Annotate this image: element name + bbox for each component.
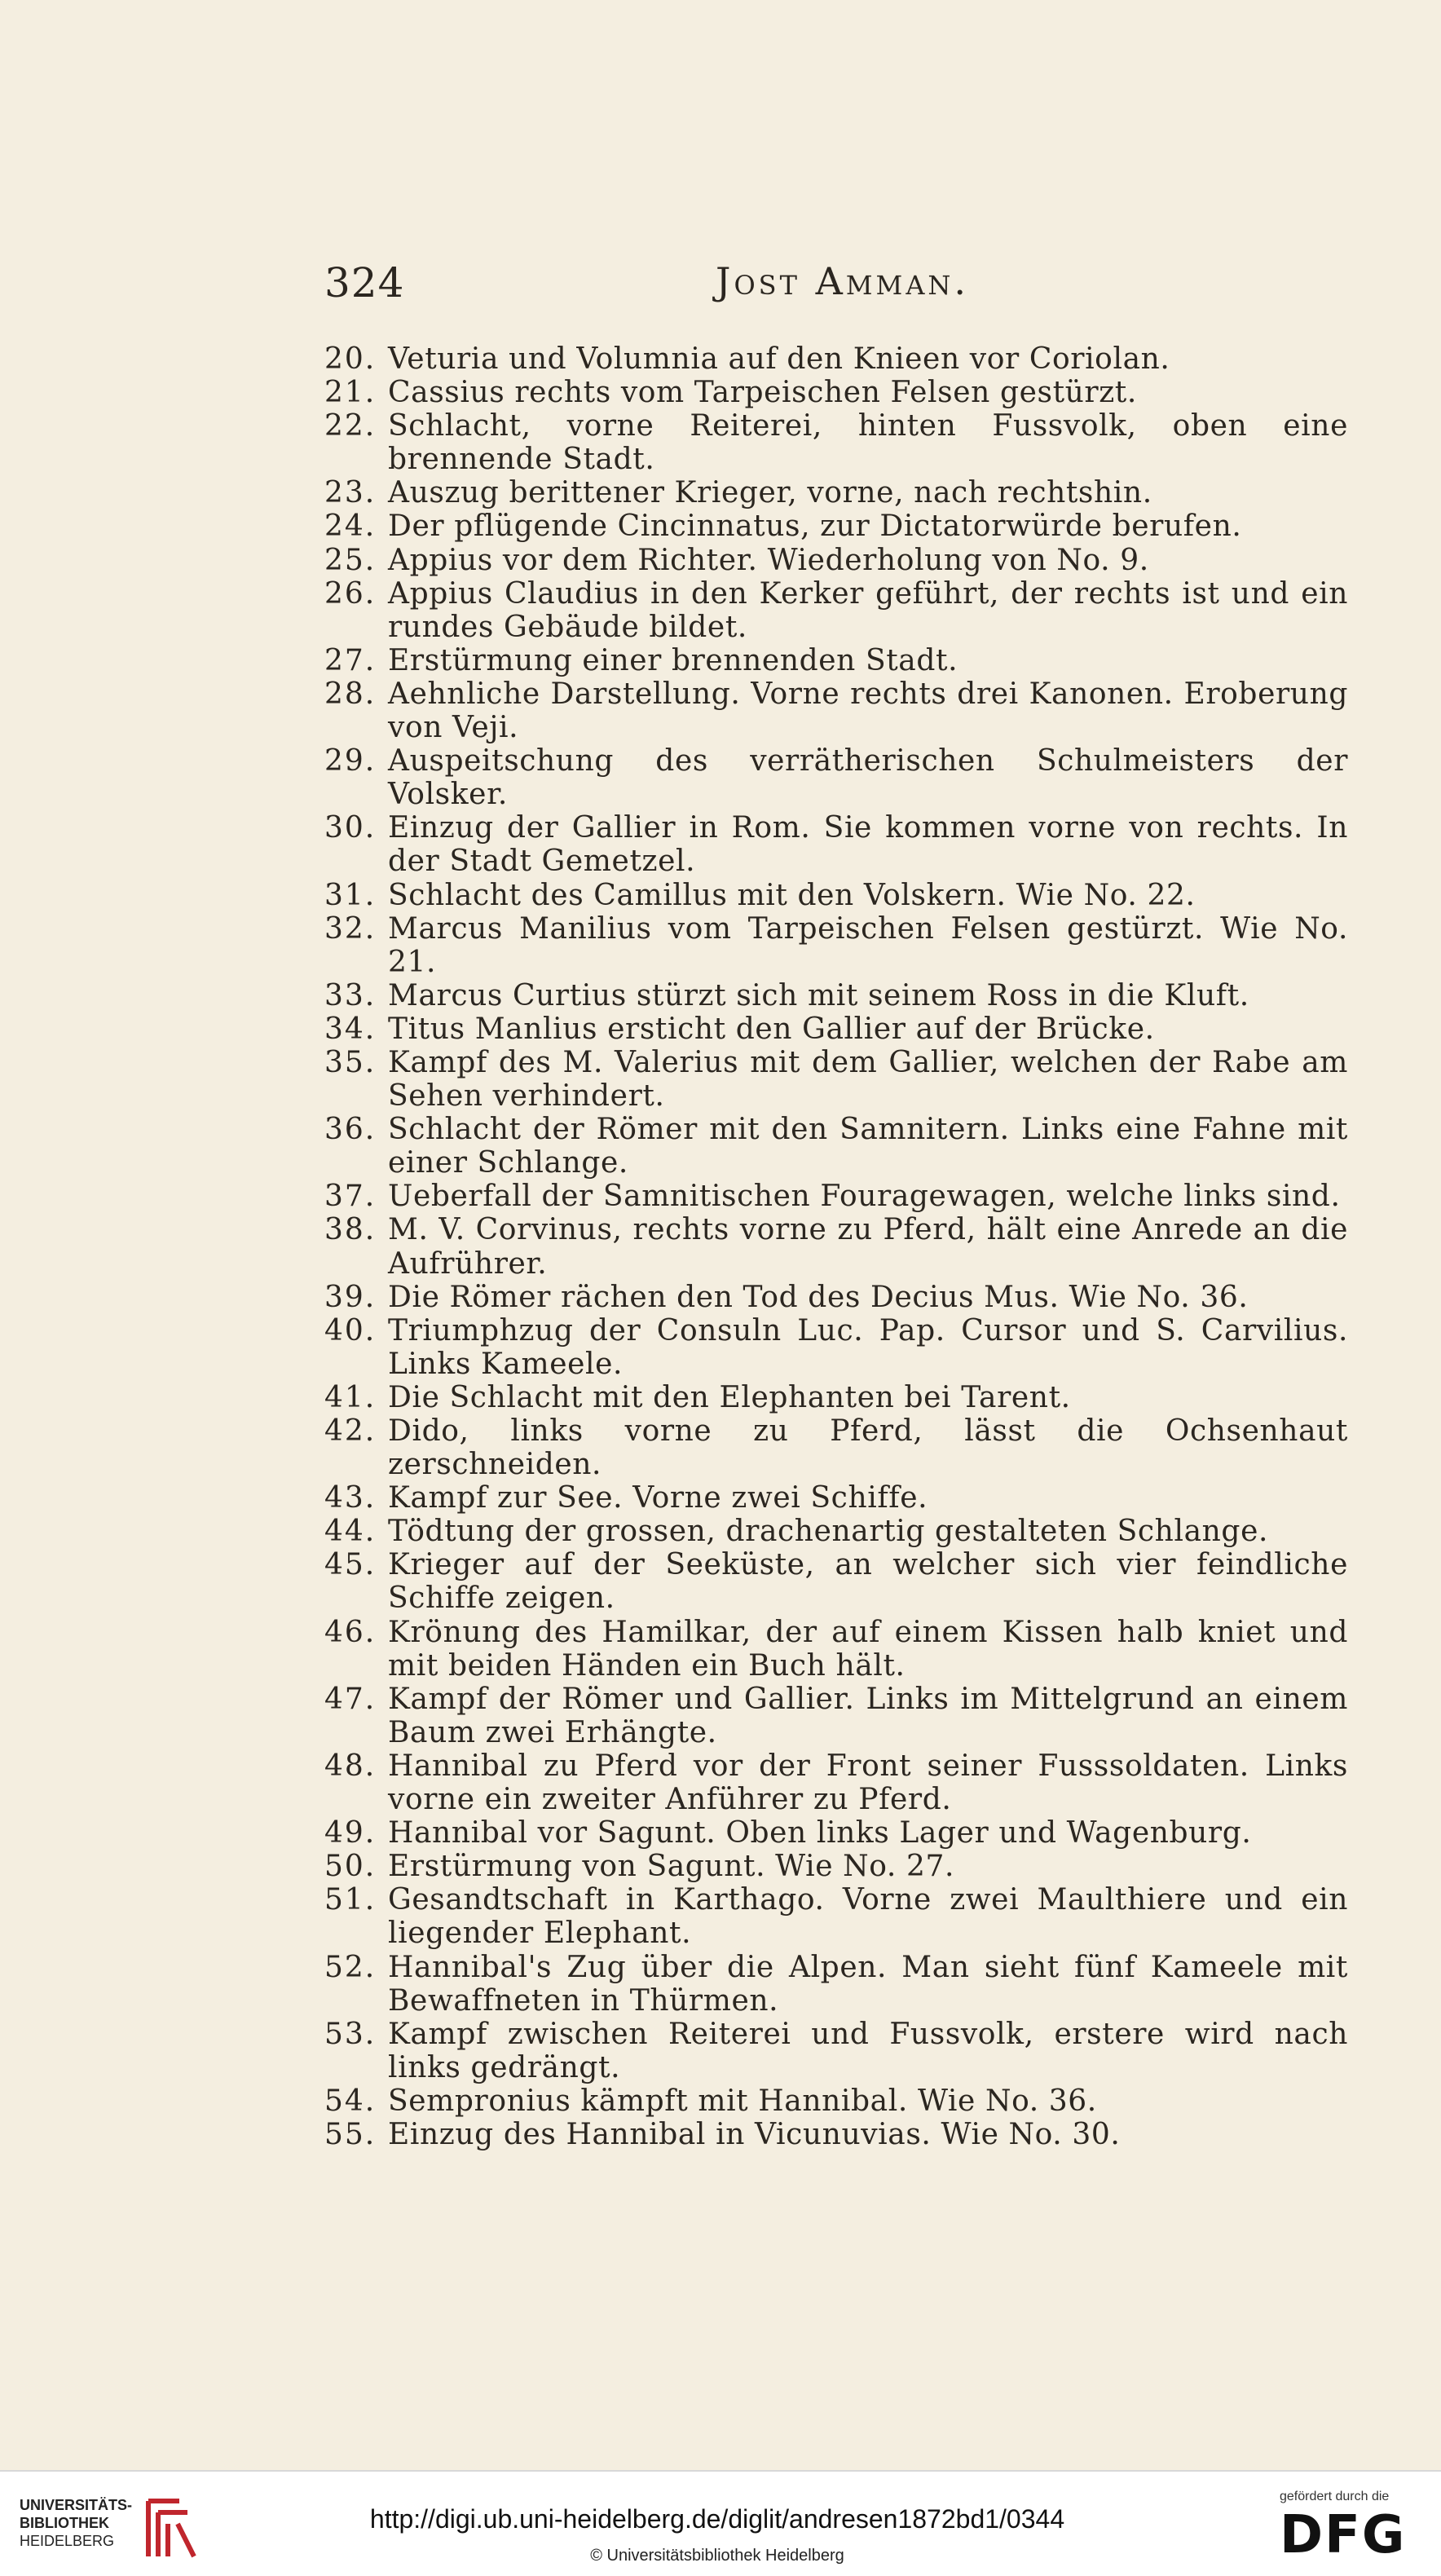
entry-text: Marcus Curtius stürzt sich mit seinem Ross in die Kluft.: [388, 978, 1249, 1012]
entry-text: Krönung des Hamilkar, der auf einem Kissen halb kniet und mit beiden Händen ein Buch hält.: [388, 1615, 1348, 1683]
catalogue-entry: [324, 2018, 1348, 2084]
entry-number: 50.: [324, 1850, 377, 1884]
entry-text: Kampf des M. Valerius mit dem Gallier, welchen der Rabe am Sehen verhindert.: [388, 1045, 1348, 1114]
catalogue-entry: [324, 879, 1348, 912]
catalogue-entry: [324, 1213, 1348, 1280]
entry-number: 42.: [324, 1414, 377, 1448]
catalogue-entry: [324, 1414, 1348, 1481]
entry-number: 40.: [324, 1313, 377, 1348]
sponsor-caption: gefördert durch die: [1280, 2490, 1390, 2503]
catalogue-entry: [324, 1515, 1348, 1548]
dfg-logo-text: DFG: [1280, 2505, 1407, 2565]
page-header: [324, 259, 1348, 316]
catalogue-entry: [324, 476, 1348, 509]
catalogue-entry: [324, 544, 1348, 577]
catalogue-entry: [324, 1850, 1348, 1883]
entry-text: Veturia und Volumnia auf den Knieen vor Coriolan.: [388, 342, 1170, 376]
entry-text: Cassius rechts vom Tarpeischen Felsen gestürzt.: [388, 376, 1137, 410]
entry-text: Hannibal zu Pferd vor der Front seiner Fusssoldaten. Links vorne ein zweiter Anführer zu Pferd.: [388, 1749, 1348, 1817]
entry-number: 41.: [324, 1380, 377, 1414]
entry-number: 35.: [324, 1045, 377, 1079]
catalogue-entry: [324, 2084, 1348, 2118]
copyright-notice: © Universitätsbibliothek Heidelberg: [590, 2547, 844, 2565]
entry-number: 32.: [324, 911, 377, 946]
catalogue-entry: [324, 644, 1348, 677]
catalogue-entry: [324, 979, 1348, 1012]
catalogue-entry: [324, 1816, 1348, 1850]
entry-number: 39.: [324, 1280, 377, 1314]
entry-text: M. V. Corvinus, rechts vorne zu Pferd, hält eine Anrede an die Aufrührer.: [388, 1213, 1348, 1281]
catalogue-entry: [324, 1683, 1348, 1749]
entry-number: 21.: [324, 376, 377, 410]
entry-number: 23.: [324, 476, 377, 510]
catalogue-entry: [324, 376, 1348, 409]
entry-number: 44.: [324, 1515, 377, 1549]
library-name-line-2: BIBLIOTHEK: [20, 2515, 109, 2531]
entry-number: 47.: [324, 1682, 377, 1716]
catalogue-entry: [324, 1481, 1348, 1515]
entry-text: Erstürmung von Sagunt. Wie No. 27.: [388, 1850, 955, 1884]
entry-number: 33.: [324, 978, 377, 1012]
catalogue-entry: [324, 677, 1348, 744]
catalogue-entry: [324, 342, 1348, 376]
entry-number: 54.: [324, 2084, 377, 2118]
entry-text: Appius vor dem Richter. Wiederholung von No. 9.: [388, 543, 1149, 577]
entry-number: 29.: [324, 744, 377, 779]
entry-text: Kampf zwischen Reiterei und Fussvolk, erstere wird nach links gedrängt.: [388, 2017, 1348, 2084]
library-name-line-3: HEIDELBERG: [20, 2533, 115, 2549]
page-number: 324: [324, 259, 405, 307]
entry-text: Kampf der Römer und Gallier. Links im Mittelgrund an einem Baum zwei Erhängte.: [388, 1682, 1348, 1749]
entry-text: Tödtung der grossen, drachenartig gestalteten Schlange.: [388, 1515, 1269, 1549]
entry-number: 46.: [324, 1615, 377, 1649]
entry-text: Die Schlacht mit den Elephanten bei Tarent.: [388, 1380, 1071, 1414]
catalogue-entry: [324, 409, 1348, 476]
running-title: Jost Amman.: [716, 259, 970, 303]
entry-number: 53.: [324, 2017, 377, 2051]
entry-text: Titus Manlius ersticht den Gallier auf der Brücke.: [388, 1012, 1155, 1046]
entry-text: Hannibal vor Sagunt. Oben links Lager und Wagenburg.: [388, 1816, 1252, 1850]
entry-number: 55.: [324, 2117, 377, 2151]
entry-text: Ueberfall der Samnitischen Fouragewagen, welche links sind.: [388, 1180, 1341, 1214]
entry-number: 45.: [324, 1548, 377, 1582]
footer-bar: [0, 2470, 1441, 2576]
catalogue-entry: [324, 811, 1348, 878]
entry-text: Die Römer rächen den Tod des Decius Mus. Wie No. 36.: [388, 1280, 1249, 1314]
library-mark-icon: [142, 2496, 199, 2561]
entry-text: Schlacht des Camillus mit den Volskern. Wie No. 22.: [388, 878, 1196, 912]
catalogue-entry: [324, 1381, 1348, 1414]
catalogue-entry: [324, 1113, 1348, 1180]
catalogue-entry: [324, 1012, 1348, 1046]
catalogue-entry: [324, 1548, 1348, 1615]
dfg-sponsor-logo[interactable]: [1271, 2490, 1426, 2563]
entry-text: Hannibal's Zug über die Alpen. Man sieht fünf Kameele mit Bewaffneten in Thürmen.: [388, 1950, 1348, 2018]
library-name: [20, 2496, 132, 2550]
entry-text: Dido, links vorne zu Pferd, lässt die Ochsenhaut zerschneiden.: [388, 1414, 1348, 1482]
catalogue-entry: [324, 2118, 1348, 2151]
catalogue-entry: [324, 509, 1348, 543]
entry-text: Sempronius kämpft mit Hannibal. Wie No. 36.: [388, 2084, 1097, 2118]
entry-text: Aehnliche Darstellung. Vorne rechts drei Kanonen. Eroberung von Veji.: [388, 677, 1348, 745]
entry-number: 51.: [324, 1883, 377, 1917]
entry-text: Einzug der Gallier in Rom. Sie kommen vorne von rechts. In der Stadt Gemetzel.: [388, 811, 1348, 879]
entry-number: 20.: [324, 342, 377, 376]
entry-number: 24.: [324, 509, 377, 544]
catalogue-entry: [324, 1616, 1348, 1683]
entry-text: Schlacht der Römer mit den Samnitern. Links eine Fahne mit einer Schlange.: [388, 1113, 1348, 1180]
entry-number: 48.: [324, 1749, 377, 1783]
library-name-line-1: UNIVERSITÄTS-: [20, 2497, 133, 2513]
entry-number: 28.: [324, 677, 377, 711]
entry-number: 37.: [324, 1180, 377, 1214]
entry-text: Marcus Manilius vom Tarpeischen Felsen gestürzt. Wie No. 21.: [388, 911, 1348, 979]
entry-text: Kampf zur See. Vorne zwei Schiffe.: [388, 1481, 928, 1515]
entry-text: Auspeitschung des verrätherischen Schulmeisters der Volsker.: [388, 744, 1348, 812]
catalogue-entry: [324, 1314, 1348, 1381]
entry-text: Triumphzug der Consuln Luc. Pap. Cursor und S. Carvilius. Links Kameele.: [388, 1313, 1348, 1381]
catalogue-entry: [324, 1883, 1348, 1950]
catalogue-entry: [324, 577, 1348, 644]
catalogue-entry: [324, 1046, 1348, 1113]
permalink-url[interactable]: http://digi.ub.uni-heidelberg.de/diglit/andresen1872bd1/0344: [369, 2504, 1065, 2534]
catalogue-entry: [324, 912, 1348, 979]
entry-number: 38.: [324, 1213, 377, 1247]
entry-number: 52.: [324, 1950, 377, 1984]
entry-text: Krieger auf der Seeküste, an welcher sich vier feindliche Schiffe zeigen.: [388, 1548, 1348, 1616]
entry-text: Appius Claudius in den Kerker geführt, der rechts ist und ein rundes Gebäude bildet.: [388, 576, 1348, 644]
entry-number: 27.: [324, 643, 377, 677]
catalogue-entry: [324, 1749, 1348, 1816]
entry-number: 22.: [324, 409, 377, 443]
catalogue-entry-list: [324, 342, 1348, 2151]
entry-number: 30.: [324, 811, 377, 845]
entry-number: 25.: [324, 543, 377, 577]
entry-text: Gesandtschaft in Karthago. Vorne zwei Maulthiere und ein liegender Elephant.: [388, 1883, 1348, 1951]
entry-text: Schlacht, vorne Reiterei, hinten Fussvolk, oben eine brennende Stadt.: [388, 409, 1348, 477]
entry-number: 34.: [324, 1012, 377, 1046]
entry-text: Erstürmung einer brennenden Stadt.: [388, 643, 958, 677]
entry-number: 49.: [324, 1816, 377, 1850]
entry-number: 31.: [324, 878, 377, 912]
catalogue-entry: [324, 744, 1348, 811]
entry-number: 36.: [324, 1113, 377, 1147]
catalogue-entry: [324, 1281, 1348, 1314]
entry-number: 43.: [324, 1481, 377, 1515]
entry-text: Auszug berittener Krieger, vorne, nach rechtshin.: [388, 476, 1152, 510]
entry-text: Einzug des Hannibal in Vicunuvias. Wie No. 30.: [388, 2117, 1121, 2151]
entry-number: 26.: [324, 576, 377, 611]
library-logo[interactable]: [20, 2496, 215, 2561]
entry-text: Der pflügende Cincinnatus, zur Dictatorwürde berufen.: [388, 509, 1242, 544]
catalogue-entry: [324, 1180, 1348, 1213]
catalogue-entry: [324, 1951, 1348, 2018]
